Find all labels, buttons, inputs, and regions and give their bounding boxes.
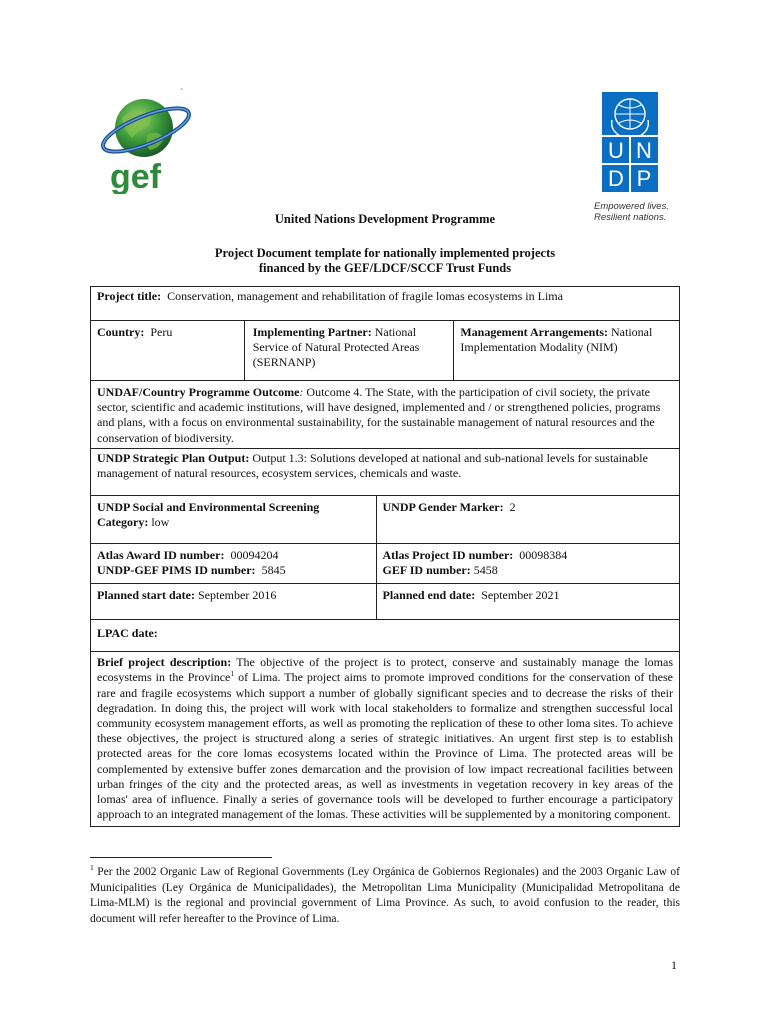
undp-letter-n: N [636,138,652,163]
screening-value: low [151,515,170,530]
end-date-label: Planned end date: [382,588,476,603]
page-number: 1 [671,958,677,972]
footnote-separator [90,857,272,858]
brief-text-before: The objective of the project is to protect, conserve and sustainably manage the lomas ecosystems in the Province [97,655,673,685]
footnote-ref[interactable]: 1 [230,669,235,679]
undp-letter-p: P [636,166,652,191]
strategic-plan-row [91,448,680,495]
project-title-row [91,287,680,321]
undp-tagline-2: Resilient nations. [594,212,667,223]
brief-description-row [91,652,680,827]
strategic-plan-label: UNDP Strategic Plan Output: [97,450,250,465]
gef-id-label: GEF ID number: [382,563,471,578]
dates-row [91,584,680,620]
undp-letter-d: D [608,166,624,191]
project-title-value: Conservation, management and rehabilitation of fragile lomas ecosystems in Lima [167,289,563,303]
atlas-award-label: Atlas Award ID number: [97,548,225,563]
screening-label: UNDP Social and Environmental Screening Category: [97,500,320,530]
brief-text-after: of Lima. The project aims to promote improved conditions for the conservation of these rare and fragile ecosystems which support a number of globally significant species and to decrease the risks of their degradation. In doing this, the project will work with local stakeholders to formalize and strengthen successful local community ecosystem management efforts, as well as promoting the replication of these to other loma sites. To achieve these objectives, the project is structured along a series of strategic initiatives. An urgent first step is to establish protected areas for the core lomas ecosystems located within the Province of Lima. The protected areas will be complemented by extensive buffer zones demarcation and the provision of low impact recreational facilities between urban fringes of the city and the protected areas, as well as investments in vegetation recovery in key areas of the lomas' area of influence. Finally a series of governance tools will be developed to further encourage a participatory approach to an integrated management of the lomas. These activities will be supplemented by a monitoring component. [97,670,673,822]
start-date-value: September 2016 [198,588,277,603]
strategic-plan-value: Output 1.3: Solutions developed at national and sub-national levels for sustainable management of natural resources, ecosystem services, chemicals and waste. [97,450,648,481]
project-summary-table [90,286,680,827]
template-line-1: Project Document template for nationally implemented projects [214,246,556,260]
organization-heading: United Nations Development Programme [274,212,496,226]
footnote-number: 1 [90,863,94,873]
footnote [90,865,680,927]
gef-logo [100,88,196,194]
country-label: Country: [97,325,145,339]
lpac-label: LPAC date: [97,626,158,641]
country-value: Peru [150,325,173,339]
gef-logo-text: gef [110,158,161,194]
end-date-value: September 2021 [481,588,560,603]
management-label: Management Arrangements: [460,325,608,339]
management-value: National Implementation Modality (NIM) [460,325,653,355]
brief-description-label: Brief project description: [97,655,232,670]
atlas-row [91,544,680,584]
gender-marker-value: 2 [509,500,516,515]
undp-tagline-1: Empowered lives. [594,201,669,212]
undaf-label: UNDAF/Country Programme Outcome [97,385,300,399]
undp-letter-u: U [608,138,624,163]
stray-mark: ` [180,88,184,99]
atlas-award-value: 00094204 [230,548,279,563]
undaf-row [91,381,680,449]
template-line-2: financed by the GEF/LDCF/SCCF Trust Funds [258,261,512,275]
pims-value: 5845 [261,563,286,578]
footnote-text: Per the 2002 Organic Law of Regional Governments (Ley Orgánica de Gobiernos Regionales) and the 2003 Organic Law of Municipalities (Ley Orgánica de Municipalidades), the Metropolitan Lima Municipality (Municipalidad Metropolitana de Lima-MLM) is the regional and provincial government of Lima Province. As such, to avoid confusion to the reader, this document will refer hereafter to the Province of Lima. [90,866,680,925]
gef-id-value: 5458 [473,563,498,578]
atlas-project-value: 00098384 [519,548,568,563]
country-row [91,321,680,381]
lpac-row [91,620,680,652]
undaf-value: Outcome 4. The State, with the participation of civil society, the private sector, scientific and academic institutions, will have designed, implemented and / or strengthened policies, programs and plans, with a focus on environmental sustainability, for the sustainable management of natural resources and the conservation of biodiversity. [97,385,661,445]
implementing-partner-value: National Service of Natural Protected Areas (SERNANP) [252,325,420,370]
template-heading [90,246,680,276]
implementing-partner-label: Implementing Partner: [252,325,372,339]
pims-label: UNDP-GEF PIMS ID number: [97,563,256,578]
start-date-label: Planned start date: [97,588,195,603]
screening-row [91,496,680,544]
project-title-label: Project title: [97,289,162,303]
undaf-colon: : [299,385,304,399]
gender-marker-label: UNDP Gender Marker: [382,500,504,515]
atlas-project-label: Atlas Project ID number: [382,548,514,563]
undp-logo [594,92,680,224]
